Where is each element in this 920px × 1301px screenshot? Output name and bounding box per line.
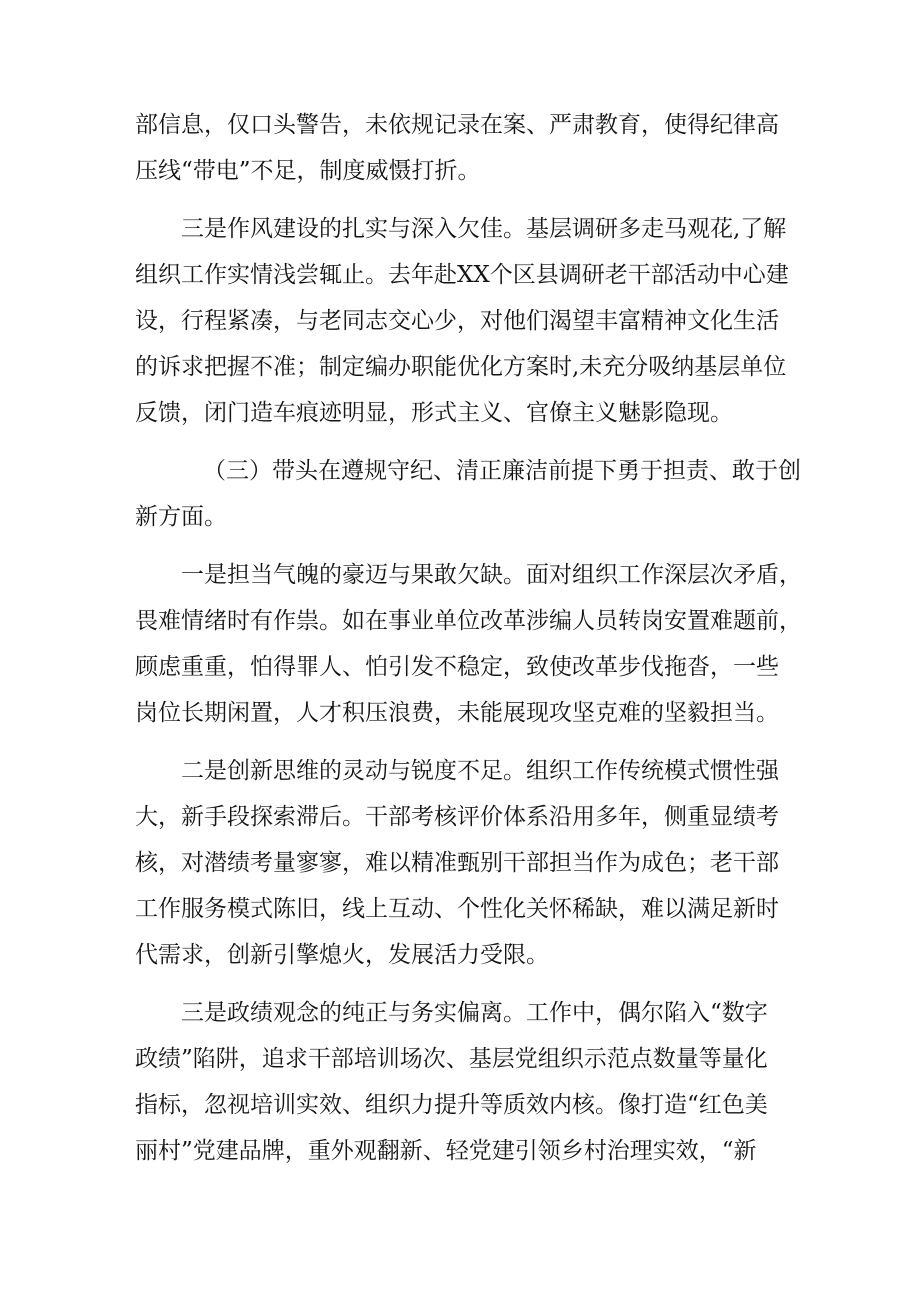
text-line: 工作服务模式陈旧，线上互动、个性化关怀稀缺，难以满足新时 (135, 896, 779, 922)
text-line: 组织工作实情浅尝辄止。去年赴XX个区县调研老干部活动中心建 (135, 262, 789, 288)
text-line: 一是担当气魄的豪迈与果敢欠缺。面对组织工作深层次矛盾， (181, 562, 802, 588)
text-line: 畏难情绪时有作祟。如在事业单位改革涉编人员转岗安置难题前， (135, 608, 802, 634)
section-heading (135, 448, 799, 540)
text-line: 大，新手段探索滞后。干部考核评价体系沿用多年，侧重显绩考 (135, 804, 779, 830)
paragraph-continued (135, 102, 799, 194)
text-line: 二是创新思维的灵动与锐度不足。组织工作传统模式惯性强 (181, 758, 779, 784)
paragraph (135, 552, 802, 736)
text-line: 新方面。 (135, 504, 227, 530)
text-line: 三是作风建设的扎实与深入欠佳。基层调研多走马观花,了解 (181, 216, 787, 242)
text-line: 政绩”陷阱，追求干部培训场次、基层党组织示范点数量等量化 (135, 1046, 768, 1072)
text-line: 代需求，创新引擎熄火，发展活力受限。 (135, 942, 549, 968)
paragraph (135, 748, 799, 978)
document-body (135, 102, 802, 1174)
paragraph (135, 990, 799, 1174)
text-line: （三）带头在遵规守纪、清正廉洁前提下勇于担责、敢于创 (203, 458, 801, 484)
text-line: 部信息，仅口头警告，未依规记录在案、严肃教育，使得纪律高 (135, 112, 779, 138)
text-line: 压线“带电”不足，制度威慑打折。 (135, 158, 481, 184)
text-line: 丽村”党建品牌，重外观翻新、轻党建引领乡村治理实效，“新 (135, 1138, 757, 1164)
text-line: 指标，忽视培训实效、组织力提升等质效内核。像打造“红色美 (135, 1092, 768, 1118)
text-line: 设，行程紧凑，与老同志交心少，对他们渴望丰富精神文化生活 (135, 308, 779, 334)
paragraph (135, 206, 799, 436)
text-line: 的诉求把握不准；制定编办职能优化方案时,未充分吸纳基层单位 (135, 354, 787, 380)
text-line: 三是政绩观念的纯正与务实偏离。工作中，偶尔陷入“数字 (181, 1000, 768, 1026)
text-line: 核，对潜绩考量寥寥，难以精准甄别干部担当作为成色；老干部 (135, 850, 779, 876)
text-line: 顾虑重重，怕得罪人、怕引发不稳定，致使改革步伐拖沓，一些 (135, 654, 779, 680)
text-line: 岗位长期闲置，人才积压浪费，未能展现攻坚克难的坚毅担当。 (135, 700, 779, 726)
text-line: 反馈，闭门造车痕迹明显，形式主义、官僚主义魅影隐现。 (135, 400, 733, 426)
